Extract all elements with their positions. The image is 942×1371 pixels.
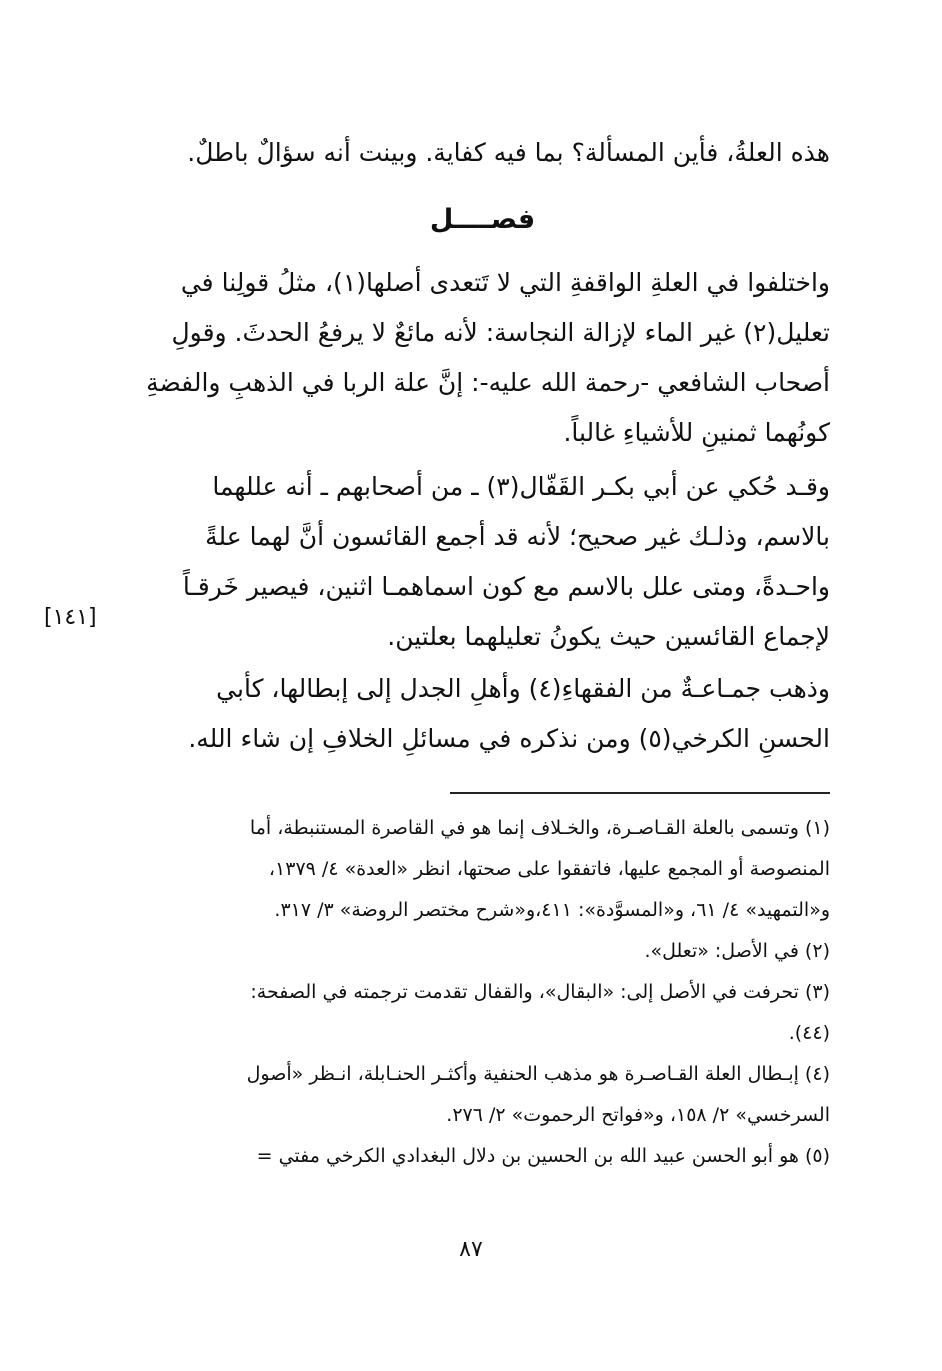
paragraph-2	[135, 462, 830, 662]
footnote-line: السرخسي» ٢/ ١٥٨، و«فواتح الرحموت» ٢/ ٢٧٦.	[446, 1104, 830, 1126]
text-line: واختلفوا في العلةِ الواقفةِ التي لا تَتعدى أصلها(١)، مثلُ قولِنا في	[180, 268, 830, 297]
text-line: أصحاب الشافعي -رحمة الله عليه-: إنَّ علة الربا في الذهبِ والفضةِ	[146, 368, 830, 397]
text-line: تعليل(٢) غير الماء لإزالة النجاسة: لأنه مائعٌ لا يرفعُ الحدثَ. وقولِ	[171, 318, 830, 347]
footnote-1	[135, 808, 830, 931]
footnote-line: (٣) تحرفت في الأصل إلى: «البقال»، والقفال تقدمت ترجمته في الصفحة:	[250, 981, 830, 1003]
text-line: هذه العلةُ، فأين المسألة؟ بما فيه كفاية. وبينت أنه سؤالٌ باطلٌ.	[187, 138, 830, 167]
footnote-line: (١) وتسمى بالعلة القـاصـرة، والخـلاف إنما هو في القاصرة المستنبطة، أما	[249, 817, 830, 839]
text-line: لإجماع القائسين حيث يكونُ تعليلهما بعلتين.	[387, 622, 830, 651]
paragraph-3	[135, 664, 830, 764]
footnote-line: (٤٤).	[788, 1022, 830, 1044]
paragraph-1	[135, 258, 830, 458]
footnote-2	[135, 931, 830, 972]
footnotes	[135, 808, 830, 1177]
continuation-line	[135, 128, 830, 178]
footnote-4	[135, 1054, 830, 1136]
footnote-5	[135, 1136, 830, 1177]
text-line: كونُهما ثمنينِ للأشياءِ غالباً.	[563, 418, 830, 447]
text-line: بالاسم، وذلـك غير صحيح؛ لأنه قد أجمع القائسون أنَّ لهما علةً	[205, 522, 830, 551]
text-line: وذهب جمـاعـةٌ من الفقهاءِ(٤) وأهلِ الجدل إلى إبطالها، كأبي	[216, 674, 830, 703]
footnote-divider	[450, 792, 830, 794]
text-line: واحـدةً، ومتى علل بالاسم مع كون اسماهمـا اثنين، فيصير خَرقـاً	[182, 572, 830, 601]
footnote-3	[135, 972, 830, 1054]
footnote-line: (٥) هو أبو الحسن عبيد الله بن الحسين بن دلال البغدادي الكرخي مفتي =	[256, 1145, 830, 1167]
section-heading: فصــــل	[429, 204, 536, 235]
footnote-line: (٤) إبـطال العلة القـاصـرة هو مذهب الحنفية وأكثـر الحنـابلة، انـظر «أصول	[246, 1063, 830, 1085]
text-line: وقـد حُكي عن أبي بكـر القَفّال(٣) ـ من أصحابهم ـ أنه عللهما	[212, 472, 830, 501]
footnote-line: (٢) في الأصل: «تعلل».	[644, 940, 830, 962]
page-number: ٨٧	[459, 1237, 483, 1262]
manuscript-folio-reference: [١٤١]	[44, 605, 97, 630]
text-line: الحسنِ الكرخي(٥) ومن نذكره في مسائلِ الخلافِ إن شاء الله.	[188, 724, 830, 753]
footnote-line: المنصوصة أو المجمع عليها، فاتفقوا على صحتها، انظر «العدة» ٤/ ١٣٧٩،	[268, 858, 830, 880]
footnote-line: و«التمهيد» ٤/ ٦١، و«المسوَّدة»: ٤١١،و«شرح مختصر الروضة» ٣/ ٣١٧.	[274, 899, 830, 921]
